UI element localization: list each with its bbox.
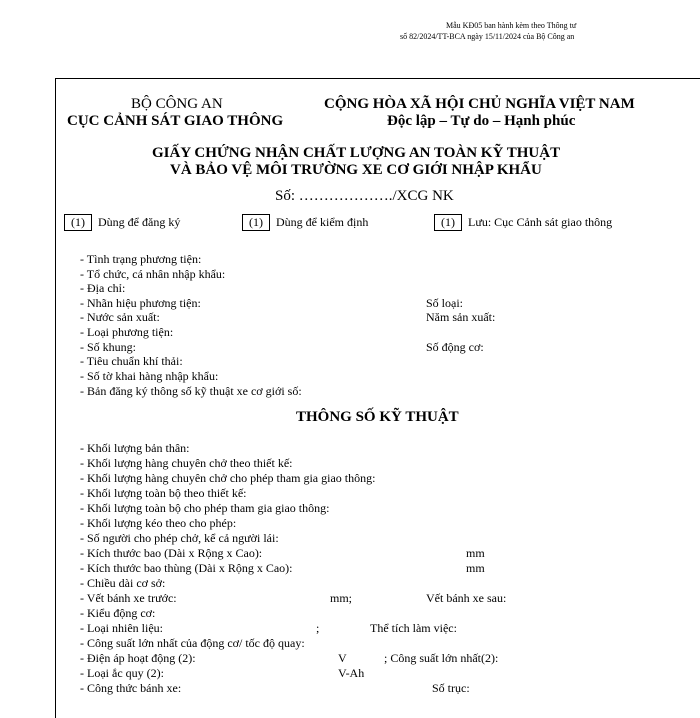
spec-max-power-2: ; Công suất lớn nhất(2): (384, 651, 499, 665)
field-emission-standard: - Tiêu chuẩn khí thải: (80, 354, 183, 368)
spec-body-dimensions: - Kích thước bao thùng (Dài x Rộng x Cao): (80, 561, 293, 575)
agency-parent: BỘ CÔNG AN (131, 96, 223, 112)
field-vehicle-type: - Loại phương tiện: (80, 325, 174, 339)
spec-body-unit: mm (466, 561, 485, 575)
field-importer: - Tổ chức, cá nhân nhập khẩu: (80, 267, 226, 281)
field-customs-declaration: - Số tờ khai hàng nhập khẩu: (80, 369, 219, 383)
spec-allowed-cargo: - Khối lượng hàng chuyên chở cho phép tham gia giao thông: (80, 471, 376, 485)
spec-displacement: Thể tích làm việc: (370, 621, 457, 635)
spec-towing: - Khối lượng kéo theo cho phép: (80, 516, 237, 530)
copy-registration (64, 213, 180, 231)
spec-fuel: - Loại nhiên liệu: (80, 621, 163, 635)
field-country: - Nước sản xuất: (80, 310, 160, 324)
spec-wheel-formula: - Công thức bánh xe: (80, 681, 182, 695)
spec-battery-unit: V-Ah (338, 666, 365, 680)
copy-count-box: (1) (64, 214, 92, 231)
spec-design-cargo: - Khối lượng hàng chuyên chở theo thiết kế: (80, 456, 293, 470)
specs-heading: THÔNG SỐ KỸ THUẬT (296, 409, 459, 425)
spec-design-gross: - Khối lượng toàn bộ theo thiết kế: (80, 486, 247, 500)
field-year: Năm sản xuất: (426, 310, 496, 324)
spec-fuel-separator: ; (316, 621, 320, 635)
copy-label: Dùng để kiểm định (276, 215, 369, 229)
national-motto: Độc lập – Tự do – Hạnh phúc (387, 113, 576, 129)
field-model: Số loại: (426, 296, 464, 310)
spec-max-power: - Công suất lớn nhất của động cơ/ tốc độ quay: (80, 636, 305, 650)
spec-overall-dimensions: - Kích thước bao (Dài x Rộng x Cao): (80, 546, 263, 560)
spec-voltage: - Điện áp hoạt động (2): (80, 651, 196, 665)
spec-battery: - Loại ắc quy (2): (80, 666, 164, 680)
copy-count-box: (1) (242, 214, 270, 231)
copy-inspection (242, 213, 368, 231)
spec-rear-track: Vết bánh xe sau: (426, 591, 507, 605)
form-note-line1: Mẫu KĐ05 ban hành kèm theo Thông tư (446, 21, 577, 30)
spec-voltage-unit: V (338, 651, 347, 665)
copy-count-box: (1) (434, 214, 462, 231)
spec-persons: - Số người cho phép chở, kể cả người lái: (80, 531, 279, 545)
field-chassis: - Số khung: (80, 340, 137, 354)
field-address: - Địa chỉ: (80, 281, 126, 295)
spec-overall-unit: mm (466, 546, 485, 560)
agency-name: CỤC CẢNH SÁT GIAO THÔNG (67, 113, 284, 129)
certificate-number: Số: ………………./XCG NK (275, 188, 454, 204)
spec-wheelbase: - Chiều dài cơ sở: (80, 576, 166, 590)
field-vehicle-condition: - Tình trạng phương tiện: (80, 252, 202, 266)
spec-front-track: - Vết bánh xe trước: (80, 591, 177, 605)
spec-axles: Số trục: (432, 681, 470, 695)
document-title-line2: VÀ BẢO VỆ MÔI TRƯỜNG XE CƠ GIỚI NHẬP KHẨU (170, 162, 542, 178)
field-spec-sheet: - Bản đăng ký thông số kỹ thuật xe cơ giới số: (80, 384, 302, 398)
spec-curb-weight: - Khối lượng bản thân: (80, 441, 190, 455)
spec-engine-type: - Kiểu động cơ: (80, 606, 156, 620)
spec-allowed-gross: - Khối lượng toàn bộ cho phép tham gia giao thông: (80, 501, 330, 515)
form-note-line2: số 82/2024/TT-BCA ngày 15/11/2024 của Bộ Công an (400, 32, 575, 41)
document-title-line1: GIẤY CHỨNG NHẬN CHẤT LƯỢNG AN TOÀN KỸ THUẬT (152, 145, 561, 161)
copy-label: Lưu: Cục Cảnh sát giao thông (468, 215, 613, 229)
copy-label: Dùng để đăng ký (98, 215, 181, 229)
copy-archive (434, 213, 612, 231)
field-engine-number: Số động cơ: (426, 340, 484, 354)
spec-front-track-unit: mm; (330, 591, 353, 605)
field-brand: - Nhãn hiệu phương tiện: (80, 296, 201, 310)
national-title: CỘNG HÒA XÃ HỘI CHỦ NGHĨA VIỆT NAM (324, 96, 635, 112)
